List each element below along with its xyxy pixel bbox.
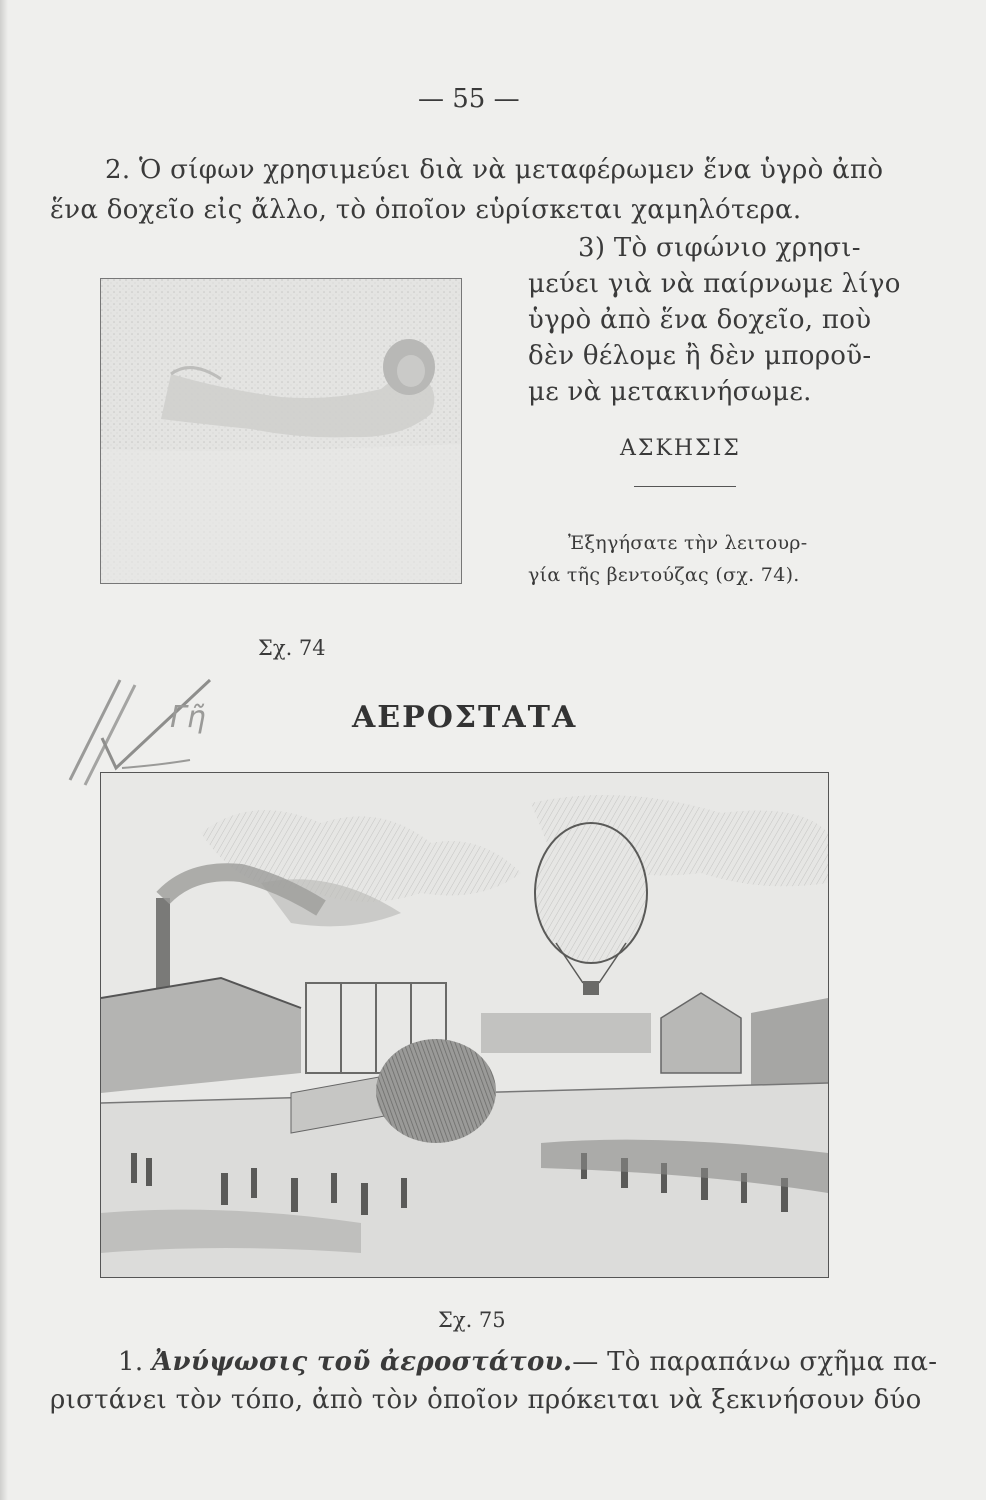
paragraph-3-line-4: δὲν θέλομε ἢ δὲν μποροῦ- xyxy=(528,341,872,371)
paragraph-1-line-1-rest: — Τὸ παραπάνω σχῆμα πα- xyxy=(572,1347,938,1377)
handwritten-text: Γῆ xyxy=(170,700,206,735)
paragraph-2-line-2: ἕνα δοχεῖο εἰς ἄλλο, τὸ ὁποῖον εὑρίσκεται χαμηλότερα. xyxy=(50,195,802,225)
page-edge-shadow xyxy=(0,0,8,1500)
exercise-divider xyxy=(634,486,736,487)
exercise-line-2: γία τῆς βεντούζας (σχ. 74). xyxy=(528,564,800,586)
figure-74-caption: Σχ. 74 xyxy=(258,636,326,660)
section-heading: ΑΕΡΟΣΤΑΤΑ xyxy=(352,700,578,735)
paragraph-3-line-3: ὑγρὸ ἀπὸ ἕνα δοχεῖο, ποὺ xyxy=(528,305,872,335)
paragraph-3-line-1: 3) Τὸ σιφώνιο χρησι- xyxy=(578,233,861,263)
paragraph-1-line-1 xyxy=(118,1346,937,1378)
paragraph-1-title: Ἀνύψωσις τοῦ ἀεροστάτου. xyxy=(152,1347,573,1377)
exercise-line-1: Ἐξηγήσατε τὴν λειτουρ- xyxy=(568,532,808,554)
paragraph-3-line-5: με νὰ μετακινήσωμε. xyxy=(528,377,812,407)
paragraph-2-line-1: 2. Ὁ σίφων χρησιμεύει διὰ νὰ μεταφέρωμεν ἕνα ὑγρὸ ἀπὸ xyxy=(105,155,884,185)
page-number: — 55 — xyxy=(418,84,520,114)
figure-75-caption: Σχ. 75 xyxy=(438,1308,506,1332)
figure-74-image xyxy=(100,278,462,584)
exercise-title: ΑΣΚΗΣΙΣ xyxy=(620,436,741,461)
figure-75-image xyxy=(100,772,829,1278)
paragraph-1-line-2: ριστάνει τὸν τόπο, ἀπὸ τὸν ὁποῖον πρόκειται νὰ ξεκινήσουν δύο xyxy=(50,1385,922,1415)
paragraph-3-line-2: μεύει γιὰ νὰ παίρνωμε λίγο xyxy=(528,269,901,299)
paragraph-1-number: 1. xyxy=(118,1347,144,1377)
